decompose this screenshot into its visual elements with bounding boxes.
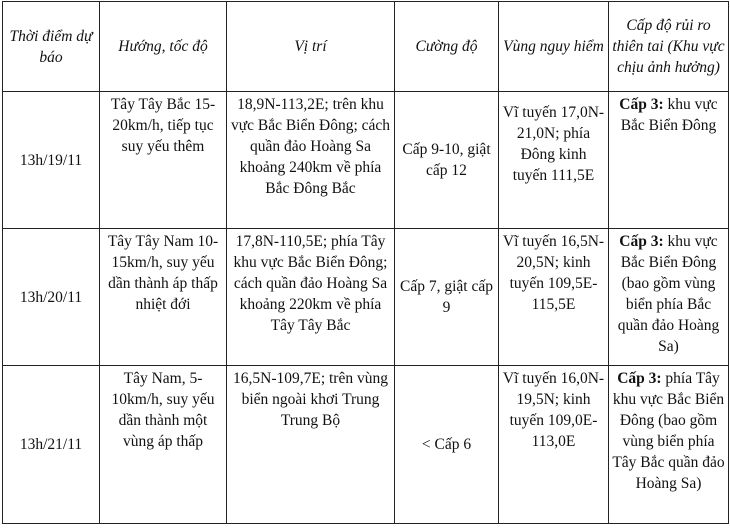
cell-position: 18,9N-113,2E; trên khu vực Bắc Biển Đông; cách quần đảo Hoàng Sa khoảng 240km về phía Bắc Đông Bắc: [227, 92, 395, 229]
cell-danger-zone: Vĩ tuyến 17,0N-21,0N; phía Đông kinh tuyến 111,5E: [499, 92, 609, 229]
header-risk-level: Cấp độ rủi ro thiên tai (Khu vực chịu ảnh hưởng): [609, 2, 729, 92]
cell-direction: Tây Tây Bắc 15-20km/h, tiếp tục suy yếu thêm: [100, 92, 227, 229]
table-row: [3, 229, 729, 366]
cell-position: 17,8N-110,5E; phía Tây khu vực Bắc Biển Đông; cách quần đảo Hoàng Sa khoảng 220km về phía Tây Tây Bắc: [227, 229, 395, 366]
cell-direction: Tây Nam, 5-10km/h, suy yếu dần thành một vùng áp thấp: [100, 366, 227, 524]
cell-risk: [609, 92, 729, 229]
header-intensity: Cường độ: [395, 2, 499, 92]
header-time: Thời điểm dự báo: [3, 2, 100, 92]
cell-danger-zone: Vĩ tuyến 16,5N-20,5N; kinh tuyến 109,5E-115,5E: [499, 229, 609, 366]
cell-danger-zone: Vĩ tuyến 16,0N-19,5N; kinh tuyến 109,0E-113,0E: [499, 366, 609, 524]
cell-intensity: < Cấp 6: [395, 366, 499, 524]
header-direction: Hướng, tốc độ: [100, 2, 227, 92]
cell-time: 13h/20/11: [3, 229, 100, 366]
risk-area: khu vực Bắc Biển Đông: [620, 96, 718, 134]
risk-area: khu vực Bắc Biển Đông (bao gồm vùng biển phía Bắc quần đảo Hoàng Sa): [617, 233, 720, 355]
cell-time: 13h/21/11: [3, 366, 100, 524]
header-position: Vị trí: [227, 2, 395, 92]
cell-position: 16,5N-109,7E; trên vùng biển ngoài khơi Trung Trung Bộ: [227, 366, 395, 524]
cell-intensity: Cấp 7, giật cấp 9: [395, 229, 499, 366]
risk-level: Cấp 3:: [619, 233, 664, 250]
cell-risk: [609, 366, 729, 524]
risk-level: Cấp 3:: [617, 370, 662, 387]
cell-time: 13h/19/11: [3, 92, 100, 229]
forecast-table: [2, 1, 729, 524]
header-danger-zone: Vùng nguy hiểm: [499, 2, 609, 92]
table-row: [3, 366, 729, 524]
cell-direction: Tây Tây Nam 10-15km/h, suy yếu dần thành áp thấp nhiệt đới: [100, 229, 227, 366]
cell-intensity: Cấp 9-10, giật cấp 12: [395, 92, 499, 229]
table-row: [3, 92, 729, 229]
cell-risk: [609, 229, 729, 366]
risk-area: phía Tây khu vực Bắc Biển Đông (bao gồm vùng biển phía Tây Bắc quần đảo Hoàng Sa): [612, 370, 725, 492]
table-header-row: [3, 2, 729, 92]
risk-level: Cấp 3:: [619, 96, 664, 113]
